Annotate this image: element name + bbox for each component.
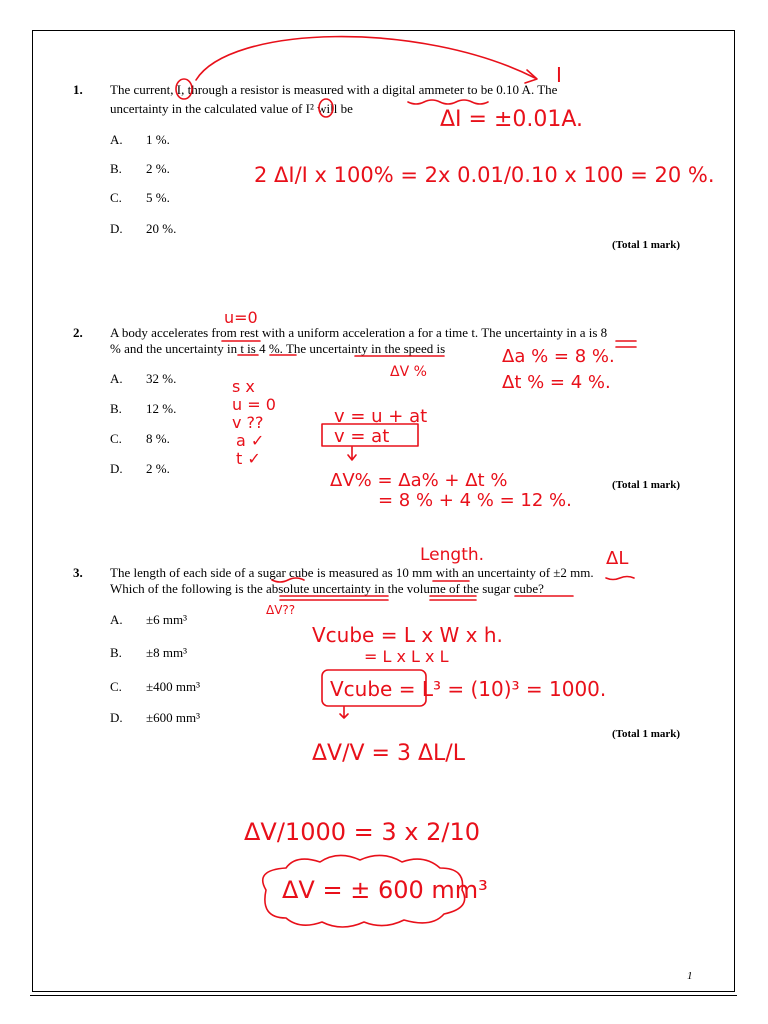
q3-option-d: ±600 mm³ <box>146 710 201 725</box>
q2-hw-v-at: v = at <box>334 426 390 447</box>
q2-hw-dv: ΔV % <box>390 364 427 380</box>
q1-option-d: 20 %. <box>146 221 177 236</box>
page-border-bottom-line <box>30 995 737 996</box>
q1-option-b: 2 %. <box>146 161 170 176</box>
q3-option-c: ±400 mm³ <box>146 679 201 694</box>
question-1-number: 1. <box>73 82 83 97</box>
q2-option-c: 8 %. <box>146 431 170 446</box>
q2-total-mark: (Total 1 mark) <box>612 479 681 491</box>
q2-option-a-letter: A. <box>110 371 123 386</box>
q3-option-c-letter: C. <box>110 679 122 694</box>
q2-hw-result-2: = 8 % + 4 % = 12 %. <box>378 490 572 511</box>
q2-option-b-letter: B. <box>110 401 122 416</box>
q3-hw-answer: ΔV = ± 600 mm³ <box>282 876 488 904</box>
question-3-number: 3. <box>73 565 83 580</box>
q2-option-b: 12 %. <box>146 401 177 416</box>
q2-hw-suvat-a: a ✓ <box>236 431 265 450</box>
q3-option-b: ±8 mm³ <box>146 645 188 660</box>
q3-hw-dL: ΔL <box>606 548 629 569</box>
question-2-number: 2. <box>73 325 83 340</box>
q1-hw-delta-I: ΔI = ±0.01A. <box>440 107 584 132</box>
question-2-line-2: % and the uncertainty in t is 4 %. The uncertainty in the speed is <box>110 341 446 356</box>
q1-hw-calc: 2 ΔI/I x 100% = 2x 0.01/0.10 x 100 = 20 %. <box>254 163 715 187</box>
q3-hw-l3: Vcube = L³ = (10)³ = 1000. <box>330 677 607 701</box>
question-1-line-2: uncertainty in the calculated value of I² will be <box>110 101 353 116</box>
q1-option-a-letter: A. <box>110 132 123 147</box>
q3-hw-dv: ΔV?? <box>266 603 296 617</box>
q1-option-a: 1 %. <box>146 132 170 147</box>
q2-option-a: 32 %. <box>146 371 177 386</box>
q2-hw-u0: u=0 <box>224 308 258 327</box>
q3-option-b-letter: B. <box>110 645 122 660</box>
page-border <box>32 30 735 992</box>
q3-hw-lll: = L x L x L <box>364 647 449 666</box>
q2-hw-dt: Δt % = 4 %. <box>502 372 611 393</box>
q3-hw-ratio: ΔV/V = 3 ΔL/L <box>312 741 465 766</box>
q3-option-a-letter: A. <box>110 612 123 627</box>
q2-hw-da: Δa % = 8 %. <box>502 346 615 367</box>
q1-hw-I: I <box>556 63 562 87</box>
q1-option-c-letter: C. <box>110 190 122 205</box>
q3-hw-length: Length. <box>420 545 485 565</box>
q3-option-d-letter: D. <box>110 710 123 725</box>
q1-option-b-letter: B. <box>110 161 122 176</box>
question-1-line-1: The current, I, through a resistor is measured with a digital ammeter to be 0.10 A. The <box>110 82 558 97</box>
q2-hw-suvat-s: s x <box>232 377 255 396</box>
question-3-line-2: Which of the following is the absolute uncertainty in the volume of the sugar cube? <box>110 581 544 596</box>
q2-hw-result-1: ΔV% = Δa% + Δt % <box>330 470 508 491</box>
question-3-line-1: The length of each side of a sugar cube is measured as 10 mm with an uncertainty of ±2 mm. <box>110 565 594 580</box>
q2-hw-suvat-t: t ✓ <box>236 449 261 468</box>
q1-total-mark: (Total 1 mark) <box>612 239 681 251</box>
q2-hw-suvat-u: u = 0 <box>232 395 276 414</box>
q2-option-d: 2 %. <box>146 461 170 476</box>
q3-total-mark: (Total 1 mark) <box>612 728 681 740</box>
q2-hw-suvat-v: v ?? <box>232 413 264 432</box>
page-number: 1 <box>687 970 693 982</box>
question-2-line-1: A body accelerates from rest with a uniform acceleration a for a time t. The uncertainty in a is 8 <box>110 325 608 340</box>
q2-option-d-letter: D. <box>110 461 123 476</box>
q2-option-c-letter: C. <box>110 431 122 446</box>
q3-option-a: ±6 mm³ <box>146 612 188 627</box>
q1-option-c: 5 %. <box>146 190 170 205</box>
q3-hw-calc: ΔV/1000 = 3 x 2/10 <box>244 818 480 846</box>
q3-hw-vcube: Vcube = L x W x h. <box>312 623 503 647</box>
q2-hw-v-equation: v = u + at <box>334 406 428 427</box>
q1-option-d-letter: D. <box>110 221 123 236</box>
